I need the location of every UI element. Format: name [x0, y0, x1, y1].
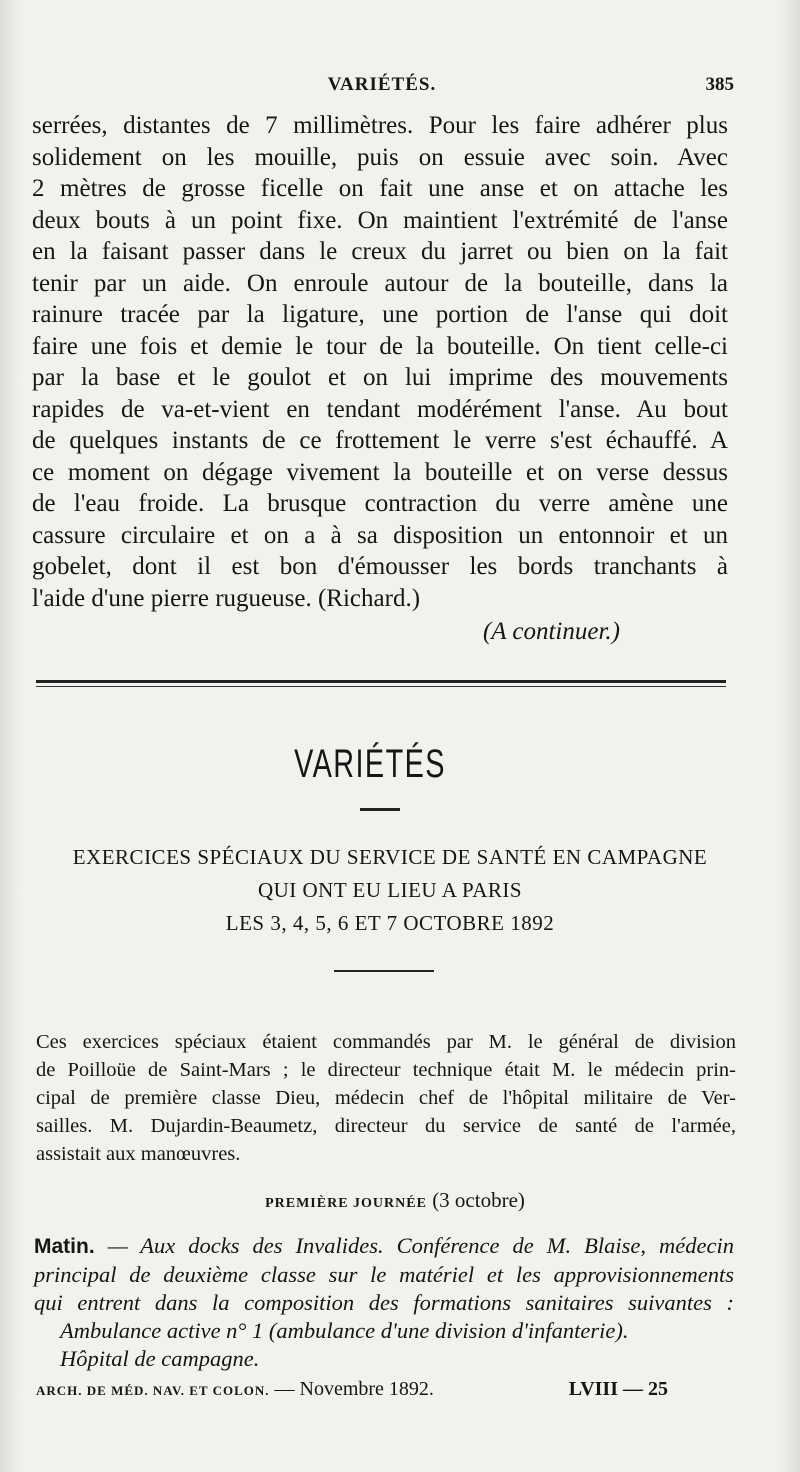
text-line: par la base et le goulot et on lui imprime des mouvements	[32, 364, 728, 391]
text-line: l'aide d'une pierre rugueuse. (Richard.)	[32, 584, 421, 612]
text-line: 2 mètres de grosse ficelle on fait une anse et on attache les	[32, 175, 728, 202]
section-divider-thin	[36, 686, 726, 687]
text-line: serrées, distantes de 7 millimètres. Pour les faire adhérer plus	[32, 112, 728, 139]
text-line: faire une fois et demie le tour de la bouteille. On tient celle-ci	[32, 332, 728, 360]
text-line: de l'eau froide. La brusque contraction du verre amène une	[32, 490, 728, 517]
section-divider	[36, 680, 726, 683]
text-line: solidement on les mouille, puis on essuie avec soin. Avec	[32, 143, 728, 171]
page-number: 385	[705, 74, 734, 95]
text-line: cipal de première classe Dieu, médecin chef de l'hôpital militaire de Ver-	[36, 1087, 736, 1109]
text-line: tenir par un aide. On enroule autour de la bouteille, dans la	[32, 269, 728, 297]
volume-signature: LVIII — 25	[568, 1378, 668, 1400]
intro-paragraph	[36, 1028, 736, 1168]
morning-first-line-text: — Aux docks des Invalides. Conférence de M. Blaise, médecin	[107, 1233, 734, 1258]
text-line: cassure circulaire et on a à sa disposition un entonnoir et un	[32, 521, 728, 549]
text-line: qui entrent dans la composition des formations sanitaires suivantes :	[34, 1290, 734, 1315]
morning-label: Matin.	[34, 1235, 95, 1258]
text-line: rainure tracée par la ligature, une portion de l'anse qui doit	[32, 301, 728, 328]
text-line: assistait aux manœuvres.	[36, 1143, 241, 1165]
text-line: Ces exercices spéciaux étaient commandés par M. le général de division	[36, 1031, 736, 1053]
paragraph-continued	[32, 110, 728, 614]
subtitle-line-2: QUI ONT EU LIEU A PARIS	[257, 878, 523, 902]
page-footer	[36, 1378, 726, 1408]
continuation-note: (A continuer.)	[482, 618, 620, 645]
page-edge-right	[778, 0, 800, 1472]
text-line: principal de deuxième classe sur le matériel et les approvisionnements	[34, 1262, 734, 1287]
page-edge-left	[0, 0, 22, 1472]
text-line: de quelques instants de ce frottement le verre s'est échauffé. A	[32, 427, 728, 454]
day-heading	[0, 1188, 790, 1213]
text-line: de Poilloüe de Saint-Mars ; le directeur technique était M. le médecin prin-	[36, 1059, 736, 1081]
text-line: sailles. M. Dujardin-Beaumetz, directeur du service de santé de l'armée,	[36, 1115, 736, 1137]
day-heading-label: PREMIÈRE JOURNÉE	[265, 1196, 427, 1211]
morning-first-line	[34, 1232, 734, 1261]
running-head	[30, 74, 734, 98]
text-line: en la faisant passer dans le creux du jarret ou bien on la fait	[32, 238, 728, 265]
text-line: gobelet, dont il est bon d'émousser les bords tranchants à	[32, 553, 728, 580]
footer-citation	[36, 1378, 434, 1401]
section-title: VARIÉTÉS	[294, 742, 446, 786]
day-heading-date: (3 octobre)	[432, 1188, 525, 1212]
running-head-title: VARIÉTÉS.	[327, 74, 437, 95]
subtitle-line-1: EXERCICES SPÉCIAUX DU SERVICE DE SANTÉ EN CAMPAGNE	[72, 845, 708, 869]
list-item: Ambulance active n° 1 (ambulance d'une division d'infanterie).	[60, 1318, 629, 1343]
subtitle-line-3: LES 3, 4, 5, 6 ET 7 OCTOBRE 1892	[225, 911, 555, 935]
text-line: rapides de va-et-vient en tendant modérément l'anse. Au bout	[32, 395, 728, 423]
list-item: Hôpital de campagne.	[60, 1346, 260, 1371]
title-dash	[360, 808, 400, 811]
text-line: deux bouts à un point fixe. On maintient l'extrémité de l'anse	[32, 206, 728, 234]
morning-section	[34, 1232, 734, 1373]
issue-date: — Novembre 1892.	[274, 1378, 434, 1400]
journal-name: ARCH. DE MÉD. NAV. ET COLON.	[36, 1383, 270, 1398]
text-line: ce moment on dégage vivement la bouteille et on verse dessus	[32, 458, 728, 486]
short-divider	[334, 970, 434, 972]
